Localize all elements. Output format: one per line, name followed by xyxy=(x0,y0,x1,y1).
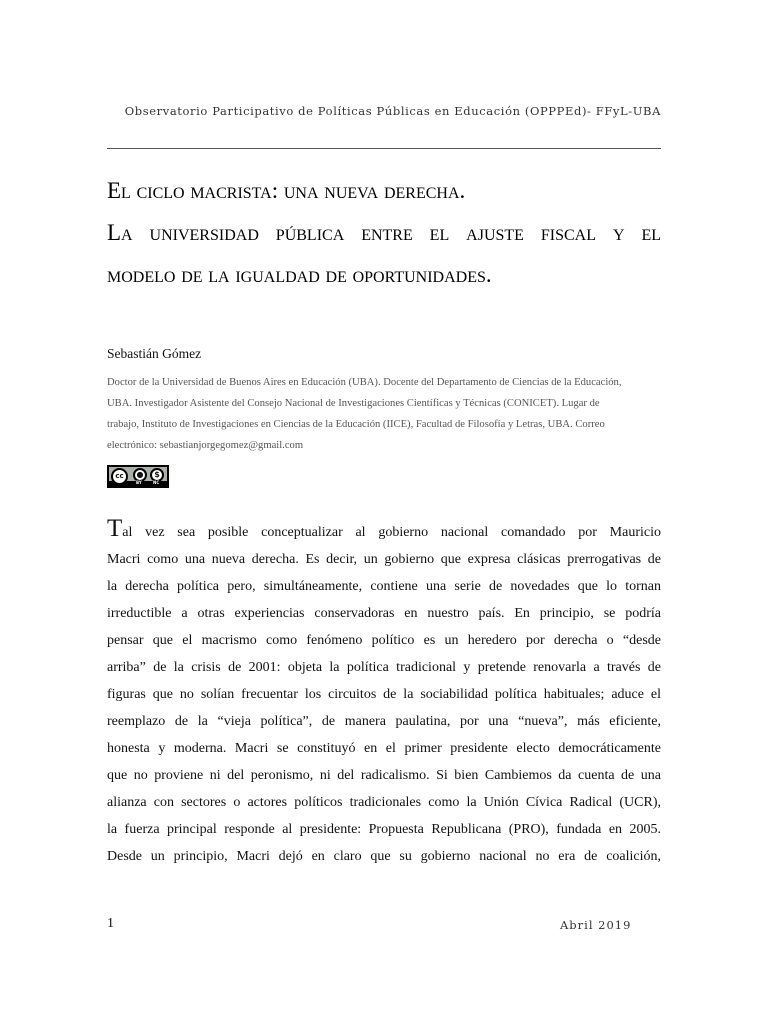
page-number: 1 xyxy=(107,916,114,931)
body-line: la derecha política pero, simultáneamente, contiene una serie de novedades que lo tornan xyxy=(107,579,661,594)
body-line: Macri como una nueva derecha. Es decir, un gobierno que expresa clásicas prerrogativas de xyxy=(107,552,661,567)
nc-label: NC xyxy=(153,480,160,485)
title-line-1: El ciclo macrista: una nueva derecha. xyxy=(107,178,466,203)
body-line: alianza con sectores o actores políticos tradicionales como la Unión Cívica Radical (UCR), xyxy=(107,795,661,810)
bio-line: trabajo, Instituto de Investigaciones en Ciencias de la Educación (IICE), Facultad de Filosofía y Letras, UBA. Correo xyxy=(107,419,605,430)
body-line-first xyxy=(107,515,661,546)
body-line: honesta y moderna. Macri se constituyó en el primer presidente electo democráticamente xyxy=(107,741,661,756)
nc-dollar-icon: $ xyxy=(150,468,164,482)
footer-date: Abril 2019 xyxy=(560,918,632,932)
cc-by-nc-icon[interactable] xyxy=(107,465,169,488)
body-paragraph xyxy=(107,515,661,870)
body-line: irreductible a otras experiencias conservadoras en nuestro país. En principio, se podría xyxy=(107,606,661,621)
header-rule xyxy=(107,148,661,149)
by-label: BY xyxy=(136,480,142,485)
body-line: arriba” de la crisis de 2001: objeta la política tradicional y pretende renovarla a través de xyxy=(107,660,661,675)
author-bio xyxy=(107,372,661,456)
title-line-3: modelo de la igualdad de oportunidades. xyxy=(107,262,492,287)
body-line: figuras que no solían frecuentar los circuitos de la sociabilidad política habituales; aduce el xyxy=(107,687,661,702)
title-line-2: La universidad pública entre el ajuste fiscal y el xyxy=(107,220,661,245)
bio-line: UBA. Investigador Asistente del Consejo Nacional de Investigaciones Científicas y Técnicas (CONICET). Lugar de xyxy=(107,398,600,409)
body-line: la fuerza principal responde al presidente: Propuesta Republicana (PRO), fundada en 2005. xyxy=(107,822,661,837)
body-line: reemplazo de la “vieja política”, de manera paulatina, por una “nueva”, más eficiente, xyxy=(107,714,661,729)
body-line: que no proviene ni del peronismo, ni del radicalismo. Si bien Cambiemos da cuenta de una xyxy=(107,768,661,783)
running-header: Observatorio Participativo de Políticas Públicas en Educación (OPPPEd)- FFyL-UBA xyxy=(124,104,661,118)
body-line: pensar que el macrismo como fenómeno político es un heredero por derecha o “desde xyxy=(107,633,661,648)
cc-icon: cc xyxy=(111,468,128,485)
body-line: Desde un principio, Macri dejó en claro que su gobierno nacional no era de coalición, xyxy=(107,849,661,864)
author-name: Sebastián Gómez xyxy=(107,346,202,361)
bio-line: electrónico: sebastianjorgegomez@gmail.com xyxy=(107,440,304,451)
drop-cap: T xyxy=(107,515,123,542)
by-person-icon: ● xyxy=(133,468,147,482)
first-line-text: al vez sea posible conceptualizar al gobierno nacional comandado por Mauricio xyxy=(122,525,661,540)
bio-line: Doctor de la Universidad de Buenos Aires en Educación (UBA). Docente del Departamento de Ciencias de la Educación, xyxy=(107,377,622,388)
document-title xyxy=(107,170,661,296)
